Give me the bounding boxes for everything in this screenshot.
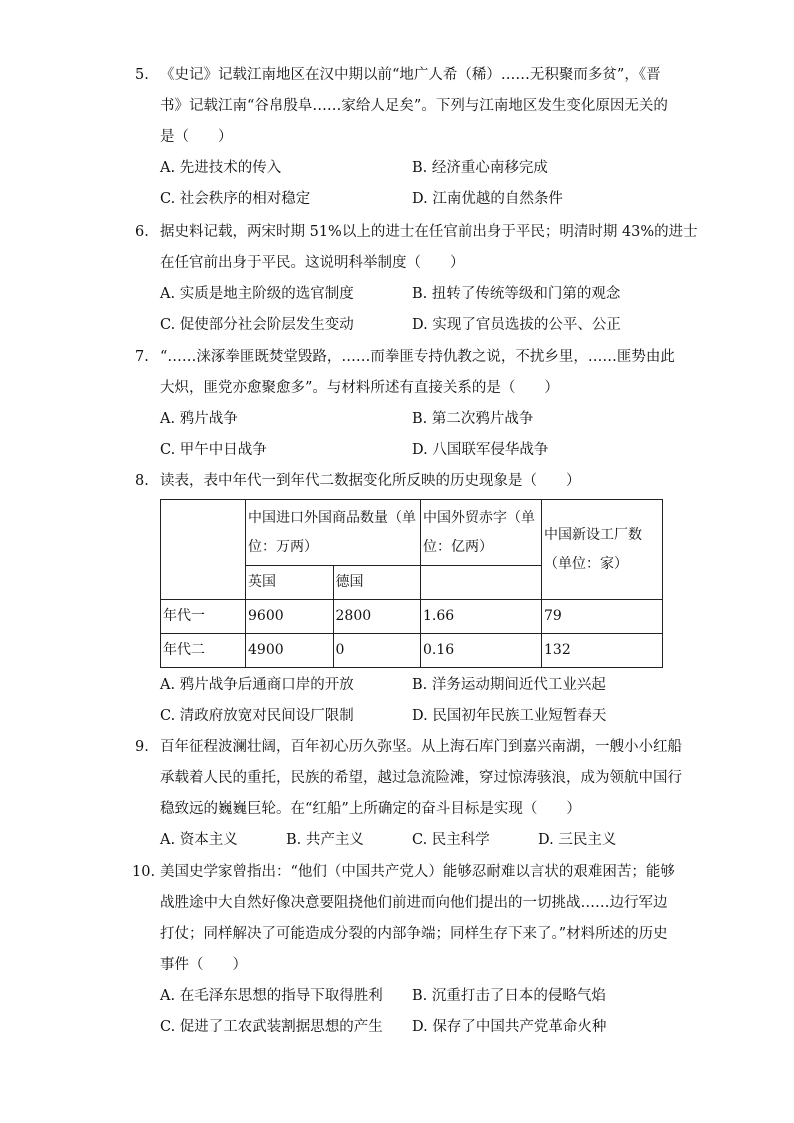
option-c[interactable]: C. 清政府放宽对民间设厂限制 [160, 708, 354, 724]
option-a[interactable]: A. 先进技术的传入 [160, 160, 282, 176]
option-c[interactable]: C. 甲午中日战争 [160, 442, 267, 458]
option-b[interactable]: B. 洋务运动期间近代工业兴起 [412, 677, 606, 693]
option-d[interactable]: D. 八国联军侵华战争 [412, 442, 549, 458]
table-cell: 79 [542, 600, 663, 634]
option-b[interactable]: B. 沉重打击了日本的侵略气焰 [412, 988, 606, 1004]
option-d[interactable]: D. 实现了官员选拔的公平、公正 [412, 317, 621, 333]
option-b[interactable]: B. 经济重心南移完成 [412, 160, 548, 176]
option-b[interactable]: B. 第二次鸦片战争 [412, 411, 534, 427]
table-cell: 年代一 [161, 600, 246, 634]
question-number: 9. [135, 739, 149, 755]
options [160, 670, 675, 732]
stem-line: 据史料记载，两宋时期 51%以上的进士在任官前出身于平民；明清时期 43%的进士 [160, 224, 698, 240]
table-cell: 132 [542, 634, 663, 668]
table-subheader-cell: 英国 [246, 566, 334, 600]
table-empty-cell [421, 566, 542, 600]
stem-line: 百年征程波澜壮阔，百年初心历久弥坚。从上海石库门到嘉兴南湖，一艘小小红船 [160, 739, 682, 755]
question-number: 8. [135, 473, 149, 489]
data-table [160, 499, 663, 668]
question-7 [135, 342, 675, 466]
question-5 [135, 60, 668, 215]
options [160, 153, 665, 215]
stem-line: 读表，表中年代一到年代二数据变化所反映的历史现象是（ ） [160, 473, 581, 489]
stem-line: 在任官前出身于平民。这说明科举制度（ ） [160, 255, 465, 271]
table-subheader-cell: 德国 [333, 566, 421, 600]
question-10 [132, 857, 675, 1043]
option-a[interactable]: A. 鸦片战争后通商口岸的开放 [160, 677, 354, 693]
option-a[interactable]: A. 实质是地主阶级的选官制度 [160, 286, 354, 302]
question-9 [135, 732, 682, 856]
table-header-cell: 中国外贸赤字（单位：亿两） [421, 500, 542, 566]
table-cell: 0.16 [421, 634, 542, 668]
options [160, 404, 665, 466]
table-cell: 9600 [246, 600, 334, 634]
table-cell: 1.66 [421, 600, 542, 634]
option-d[interactable]: D. 保存了中国共产党革命火种 [412, 1019, 607, 1035]
question-number: 6. [135, 224, 149, 240]
stem-line: 书》记载江南“谷帛殷阜……家给人足矣”。下列与江南地区发生变化原因无关的 [160, 98, 668, 114]
table-header-cell: 中国进口外国商品数量（单位：万两） [246, 500, 421, 566]
stem-line: 是（ ） [160, 129, 233, 145]
options [160, 825, 665, 856]
stem-line: “……涞涿拳匪既焚堂毁路，……而拳匪专持仇教之说，不扰乡里，……匪势由此 [160, 349, 675, 365]
option-b[interactable]: B. 扭转了传统等级和门第的观念 [412, 286, 621, 302]
option-c[interactable]: C. 促进了工农武装割据思想的产生 [160, 1019, 383, 1035]
question-stem [135, 857, 675, 981]
stem-line: 承载着人民的重托，民族的希望，越过急流险滩，穿过惊涛骇浪，成为领航中国行 [160, 770, 682, 786]
question-stem [135, 217, 698, 279]
table-cell: 2800 [333, 600, 421, 634]
stem-line: 稳致远的巍巍巨轮。在“红船”上所确定的奋斗目标是实现（ ） [160, 801, 581, 817]
question-8 [135, 466, 675, 732]
table-cell: 0 [333, 634, 421, 668]
option-d[interactable]: D. 三民主义 [538, 832, 617, 848]
stem-line: 事件（ ） [160, 957, 247, 973]
question-6 [135, 217, 698, 341]
option-c[interactable]: C. 民主科学 [412, 832, 490, 848]
question-number: 10. [132, 864, 156, 880]
stem-line: 打仗；同样解决了可能造成分裂的内部争端；同样生存下来了。”材料所述的历史 [160, 926, 668, 942]
option-c[interactable]: C. 社会秩序的相对稳定 [160, 191, 311, 207]
question-stem [135, 342, 675, 404]
option-a[interactable]: A. 在毛泽东思想的指导下取得胜利 [160, 988, 383, 1004]
option-d[interactable]: D. 民国初年民族工业短暂春天 [412, 708, 607, 724]
table-cell: 年代二 [161, 634, 246, 668]
option-d[interactable]: D. 江南优越的自然条件 [412, 191, 563, 207]
table-corner-cell [161, 500, 246, 600]
table-header-cell: 中国新设工厂数（单位：家） [542, 500, 663, 600]
question-number: 7. [135, 349, 149, 365]
table-row [161, 634, 663, 668]
options [160, 279, 665, 341]
question-stem [135, 732, 682, 825]
option-c[interactable]: C. 促使部分社会阶层发生变动 [160, 317, 354, 333]
options [160, 981, 665, 1043]
option-b[interactable]: B. 共产主义 [286, 832, 364, 848]
stem-line: 《史记》记载江南地区在汉中期以前“地广人希（稀）……无积聚而多贫”，《晋 [160, 67, 661, 83]
option-a[interactable]: A. 鸦片战争 [160, 411, 238, 427]
table-row [161, 600, 663, 634]
stem-line: 美国史学家曾指出：“他们（中国共产党人）能够忍耐难以言状的艰难困苦；能够 [160, 864, 675, 880]
stem-line: 大炽，匪党亦愈聚愈多”。与材料所述有直接关系的是（ ） [160, 380, 559, 396]
stem-line: 战胜途中大自然好像决意要阻挠他们前进而向他们提出的一切挑战……边行军边 [160, 895, 668, 911]
table-cell: 4900 [246, 634, 334, 668]
question-number: 5. [135, 67, 149, 83]
option-a[interactable]: A. 资本主义 [160, 832, 238, 848]
question-stem [135, 60, 668, 153]
question-stem [135, 466, 675, 497]
